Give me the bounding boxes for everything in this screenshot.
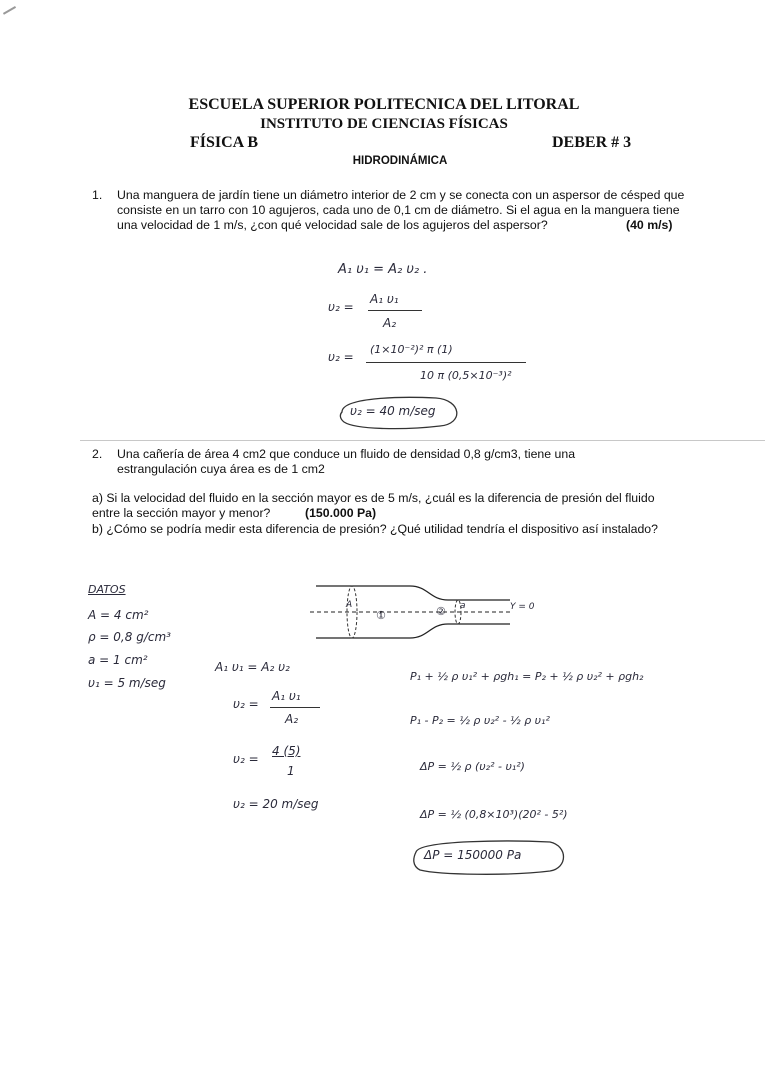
problem2-part-b: b) ¿Cómo se podría medir esta diferencia de presión? ¿Qué utilidad tendría el dispositivo así instalado? — [92, 522, 658, 536]
p1-result: υ₂ = 40 m/seg — [350, 404, 436, 418]
p2-continuity-eq2-fraction-bar — [270, 707, 320, 708]
p2-bernoulli-eq4: ΔP = ½ (0,8×10³)(20² - 5²) — [420, 808, 568, 821]
datos-density: ρ = 0,8 g/cm³ — [88, 630, 171, 644]
institute-title: INSTITUTO DE CIENCIAS FÍSICAS — [260, 116, 508, 132]
topic-title: HIDRODINÁMICA — [352, 155, 448, 167]
p2-continuity-eq3-left: υ₂ = — [233, 752, 259, 766]
problem2-number: 2. — [92, 447, 103, 461]
course-title: FÍSICA B — [190, 134, 259, 151]
assignment-number: DEBER # 3 — [552, 134, 632, 151]
problem2-part-a-line1: a) Si la velocidad del fluido en la sección mayor es de 5 m/s, ¿cuál es la diferencia de presión del fluido — [92, 491, 655, 505]
problem2-part-a-line2: entre la sección mayor y menor? — [92, 506, 271, 520]
p2-bernoulli-eq2: P₁ - P₂ = ½ ρ υ₂² - ½ ρ υ₁² — [410, 714, 550, 727]
problem2-line1: Una cañería de área 4 cm2 que conduce un fluido de densidad 0,8 g/cm3, tiene una — [117, 447, 576, 461]
pipe-diagram — [310, 580, 540, 644]
datos-area-large: A = 4 cm² — [88, 608, 149, 622]
school-title: ESCUELA SUPERIOR POLITECNICA DEL LITORAL — [188, 96, 580, 113]
section-divider — [80, 440, 765, 441]
problem1-line3: una velocidad de 1 m/s, ¿con qué velocidad sale de los agujeros del aspersor? — [117, 218, 548, 232]
p1-eq-continuity: A₁ υ₁ = A₂ υ₂ . — [338, 262, 428, 277]
p2-bernoulli-result: ΔP = 150000 Pa — [424, 848, 522, 862]
p2-continuity-eq3-numerator: 4 (5) — [272, 744, 301, 758]
problem1-number: 1. — [92, 188, 103, 202]
p1-eq3-left: υ₂ = — [328, 350, 354, 364]
problem2-answer: (150.000 Pa) — [305, 506, 377, 520]
p2-continuity-eq1: A₁ υ₁ = A₂ υ₂ — [215, 660, 290, 674]
p2-continuity-eq2-left: υ₂ = — [233, 697, 259, 711]
problem1-line2: consiste en un tarro con 10 agujeros, cada uno de 0,1 cm de diámetro. Si el agua en la manguera tiene — [117, 203, 680, 217]
datos-area-small: a = 1 cm² — [88, 653, 148, 667]
diagram-label-a: a — [460, 601, 466, 611]
p1-eq2-denominator: A₂ — [383, 316, 397, 330]
p1-eq3-denominator: 10 π (0,5×10⁻³)² — [420, 369, 512, 382]
datos-title: DATOS — [88, 583, 126, 596]
p1-eq3-numerator: (1×10⁻²)² π (1) — [370, 343, 453, 356]
diagram-section1-marker: ① — [376, 609, 386, 622]
problem1-answer: (40 m/s) — [626, 218, 673, 232]
problem1-line1: Una manguera de jardín tiene un diámetro interior de 2 cm y se conecta con un aspersor de césped que — [117, 188, 685, 202]
p2-continuity-eq2-denominator: A₂ — [285, 712, 299, 726]
p2-bernoulli-eq3: ΔP = ½ ρ (υ₂² - υ₁²) — [420, 760, 525, 773]
problem2-line2: estrangulación cuya área es de 1 cm2 — [117, 462, 325, 476]
diagram-label-A: A — [346, 600, 353, 610]
datos-velocity: υ₁ = 5 m/seg — [88, 676, 166, 690]
p1-eq3-fraction-bar — [366, 362, 526, 363]
p2-bernoulli-eq1: P₁ + ½ ρ υ₁² + ρgh₁ = P₂ + ½ ρ υ₂² + ρgh₂ — [410, 670, 644, 683]
diagram-reference-level: Y = 0 — [510, 602, 535, 612]
p2-continuity-eq3-denominator: 1 — [287, 764, 295, 778]
scan-edge-mark — [0, 0, 16, 15]
p2-continuity-result: υ₂ = 20 m/seg — [233, 797, 319, 811]
p2-continuity-eq2-numerator: A₁ υ₁ — [272, 689, 301, 703]
p1-eq2-fraction-bar — [368, 310, 422, 311]
p1-eq2-left: υ₂ = — [328, 300, 354, 314]
p1-eq2-numerator: A₁ υ₁ — [370, 292, 399, 306]
diagram-section2-marker: ② — [436, 605, 446, 618]
